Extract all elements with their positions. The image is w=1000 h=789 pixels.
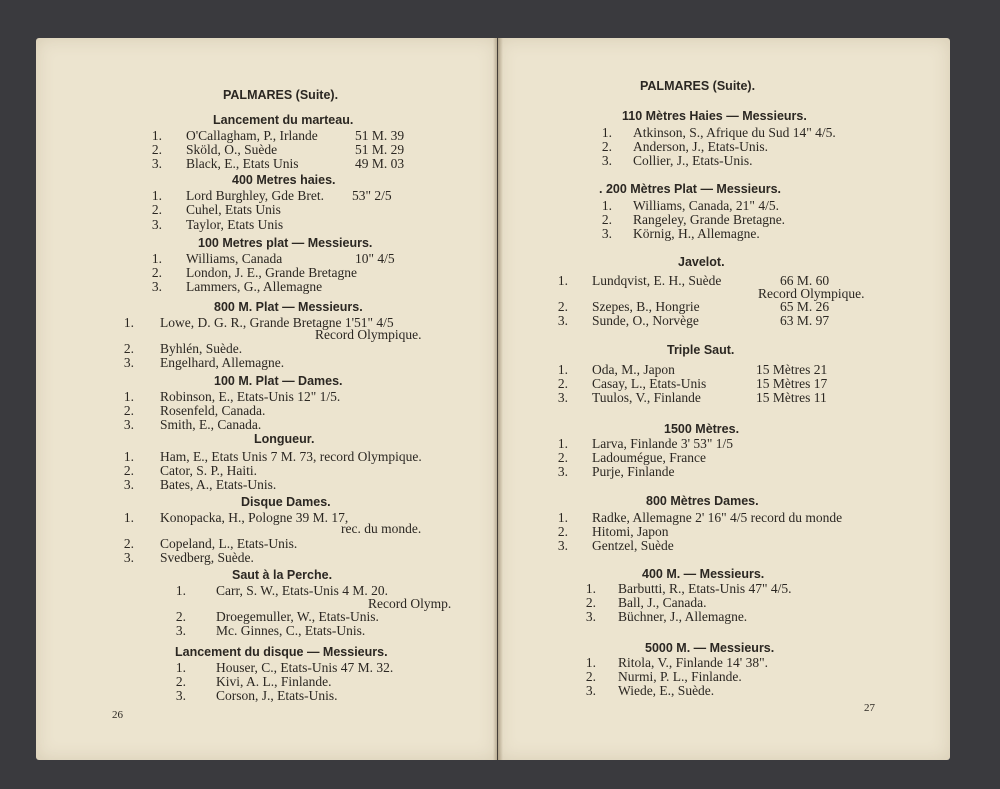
athlete-entry: Rosenfeld, Canada. — [160, 403, 266, 418]
athlete-entry: Purje, Finlande — [592, 464, 675, 479]
athlete-entry: Konopacka, H., Pologne 39 M. 17, — [160, 510, 349, 525]
section-heading: 100 M. Plat — Dames. — [214, 374, 343, 388]
rank-number: 3. — [151, 156, 162, 171]
result-value: 63 M. 97 — [780, 313, 830, 328]
rank-number: 1. — [175, 583, 186, 598]
athlete-entry: Svedberg, Suède. — [160, 550, 254, 565]
athlete-entry: Robinson, E., Etats-Unis 12" 1/5. — [160, 389, 341, 404]
section-heading: Lancement du marteau. — [213, 113, 354, 127]
rank-number: 2. — [557, 450, 568, 465]
athlete-entry: Lundqvist, E. H., Suède — [592, 273, 722, 288]
athlete-entry: Oda, M., Japon — [592, 362, 675, 377]
athlete-entry: Engelhard, Allemagne. — [160, 355, 285, 370]
athlete-entry: Bates, A., Etats-Unis. — [160, 477, 277, 492]
athlete-entry: Corson, J., Etats-Unis. — [216, 688, 338, 703]
rank-number: 1. — [585, 655, 596, 670]
athlete-entry: Lowe, D. G. R., Grande Bretagne 1'51" 4/5 — [160, 315, 394, 330]
rank-number: 3. — [601, 226, 612, 241]
section-heading: Lancement du disque — Messieurs. — [175, 645, 388, 659]
rank-number: 3. — [557, 538, 568, 553]
rank-number: 1. — [557, 362, 568, 377]
athlete-entry: Atkinson, S., Afrique du Sud 14" 4/5. — [633, 125, 836, 140]
athlete-entry: Lammers, G., Allemagne — [186, 279, 323, 294]
athlete-entry: London, J. E., Grande Bretagne — [186, 265, 357, 280]
section-heading: Disque Dames. — [241, 495, 331, 509]
rank-number: 1. — [557, 436, 568, 451]
athlete-entry: Cuhel, Etats Unis — [186, 202, 281, 217]
right-page-number: 27 — [864, 702, 875, 714]
athlete-entry: Williams, Canada — [186, 251, 283, 266]
record-note: Record Olympique. — [758, 286, 865, 301]
rank-number: 2. — [123, 403, 134, 418]
rank-number: 3. — [123, 550, 134, 565]
result-value: 15 Mètres 11 — [756, 390, 827, 405]
athlete-entry: Ham, E., Etats Unis 7 M. 73, record Olympique. — [160, 449, 422, 464]
athlete-entry: Barbutti, R., Etats-Unis 47" 4/5. — [618, 581, 792, 596]
rank-number: 3. — [151, 217, 162, 232]
athlete-entry: Cator, S. P., Haiti. — [160, 463, 257, 478]
athlete-entry: Lord Burghley, Gde Bret. — [186, 188, 324, 203]
athlete-entry: Black, E., Etats Unis — [186, 156, 299, 171]
rank-number: 3. — [123, 417, 134, 432]
athlete-entry: Gentzel, Suède — [592, 538, 674, 553]
rank-number: 3. — [175, 688, 186, 703]
athlete-entry: Droegemuller, W., Etats-Unis. — [216, 609, 379, 624]
section-heading: 110 Mètres Haies — Messieurs. — [622, 109, 807, 123]
athlete-entry: Anderson, J., Etats-Unis. — [633, 139, 768, 154]
athlete-entry: Ritola, V., Finlande 14' 38". — [618, 655, 768, 670]
athlete-entry: Mc. Ginnes, C., Etats-Unis. — [216, 623, 366, 638]
athlete-entry: Körnig, H., Allemagne. — [633, 226, 760, 241]
book-gutter — [493, 38, 503, 760]
section-heading: Javelot. — [678, 255, 725, 269]
athlete-entry: Tuulos, V., Finlande — [592, 390, 701, 405]
athlete-entry: Smith, E., Canada. — [160, 417, 262, 432]
rank-number: 2. — [123, 341, 134, 356]
rank-number: 1. — [175, 660, 186, 675]
athlete-entry: Taylor, Etats Unis — [186, 217, 284, 232]
section-heading: 800 Mètres Dames. — [646, 494, 759, 508]
rank-number: 3. — [151, 279, 162, 294]
record-note: Record Olymp. — [368, 596, 452, 611]
rank-number: 1. — [557, 510, 568, 525]
rank-number: 2. — [151, 142, 162, 157]
athlete-entry: Szepes, B., Hongrie — [592, 299, 700, 314]
rank-number: 2. — [601, 139, 612, 154]
athlete-entry: Sunde, O., Norvège — [592, 313, 699, 328]
rank-number: 2. — [175, 609, 186, 624]
rank-number: 2. — [557, 299, 568, 314]
left-page-number: 26 — [112, 709, 123, 721]
rank-number: 2. — [151, 265, 162, 280]
result-value: 51 M. 29 — [355, 142, 405, 157]
right-page-title: PALMARES (Suite). — [640, 79, 756, 93]
athlete-entry: Houser, C., Etats-Unis 47 M. 32. — [216, 660, 394, 675]
rank-number: 1. — [601, 198, 612, 213]
rank-number: 3. — [557, 390, 568, 405]
rank-number: 1. — [601, 125, 612, 140]
athlete-entry: Byhlén, Suède. — [160, 341, 243, 356]
record-note: Record Olympique. — [315, 327, 422, 342]
result-value: 10" 4/5 — [355, 251, 395, 266]
athlete-entry: Hitomi, Japon — [592, 524, 669, 539]
rank-number: 3. — [175, 623, 186, 638]
section-heading: 800 M. Plat — Messieurs. — [214, 300, 363, 314]
result-value: 51 M. 39 — [355, 128, 405, 143]
athlete-entry: Copeland, L., Etats-Unis. — [160, 536, 298, 551]
rank-number: 1. — [123, 315, 134, 330]
result-value: 15 Mètres 21 — [756, 362, 828, 377]
rank-number: 2. — [557, 376, 568, 391]
rank-number: 3. — [557, 313, 568, 328]
athlete-entry: Radke, Allemagne 2' 16" 4/5 record du monde — [592, 510, 843, 525]
rank-number: 3. — [585, 609, 596, 624]
section-heading: Saut à la Perche. — [232, 568, 333, 582]
section-heading: 100 Metres plat — Messieurs. — [198, 236, 373, 250]
rank-number: 1. — [151, 128, 162, 143]
rank-number: 3. — [123, 477, 134, 492]
rank-number: 2. — [585, 595, 596, 610]
result-value: 65 M. 26 — [780, 299, 830, 314]
athlete-entry: Rangeley, Grande Bretagne. — [633, 212, 786, 227]
athlete-entry: Larva, Finlande 3' 53" 1/5 — [592, 436, 734, 451]
rank-number: 2. — [175, 674, 186, 689]
left-page-title: PALMARES (Suite). — [223, 88, 339, 102]
athlete-entry: Büchner, J., Allemagne. — [618, 609, 748, 624]
athlete-entry: Wiede, E., Suède. — [618, 683, 715, 698]
rank-number: 1. — [123, 389, 134, 404]
athlete-entry: Kivi, A. L., Finlande. — [216, 674, 332, 689]
rank-number: 2. — [585, 669, 596, 684]
athlete-entry: Carr, S. W., Etats-Unis 4 M. 20. — [216, 583, 388, 598]
athlete-entry: O'Callagham, P., Irlande — [186, 128, 318, 143]
rank-number: 1. — [585, 581, 596, 596]
section-heading: Triple Saut. — [667, 343, 735, 357]
rank-number: 2. — [601, 212, 612, 227]
rank-number: 2. — [123, 463, 134, 478]
section-heading: 1500 Mètres. — [664, 422, 740, 436]
section-heading: 400 Metres haies. — [232, 173, 336, 187]
result-value: 15 Mètres 17 — [756, 376, 828, 391]
rank-number: 2. — [151, 202, 162, 217]
rank-number: 2. — [123, 536, 134, 551]
result-value: 66 M. 60 — [780, 273, 830, 288]
athlete-entry: Casay, L., Etats-Unis — [592, 376, 707, 391]
rank-number: 1. — [151, 251, 162, 266]
athlete-entry: Nurmi, P. L., Finlande. — [618, 669, 742, 684]
rank-number: 3. — [123, 355, 134, 370]
section-heading: . 200 Mètres Plat — Messieurs. — [599, 182, 782, 196]
rank-number: 3. — [585, 683, 596, 698]
record-note: rec. du monde. — [341, 521, 422, 536]
athlete-entry: Ladoumégue, France — [592, 450, 706, 465]
athlete-entry: Sköld, O., Suède — [186, 142, 278, 157]
rank-number: 1. — [123, 510, 134, 525]
athlete-entry: Ball, J., Canada. — [618, 595, 707, 610]
rank-number: 1. — [151, 188, 162, 203]
rank-number: 3. — [557, 464, 568, 479]
rank-number: 1. — [557, 273, 568, 288]
section-heading: 400 M. — Messieurs. — [642, 567, 765, 581]
athlete-entry: Collier, J., Etats-Unis. — [633, 153, 753, 168]
result-value: 53" 2/5 — [352, 188, 392, 203]
athlete-entry: Williams, Canada, 21" 4/5. — [633, 198, 779, 213]
rank-number: 3. — [601, 153, 612, 168]
section-heading: 5000 M. — Messieurs. — [645, 641, 775, 655]
result-value: 49 M. 03 — [355, 156, 405, 171]
rank-number: 1. — [123, 449, 134, 464]
rank-number: 2. — [557, 524, 568, 539]
section-heading: Longueur. — [254, 432, 315, 446]
